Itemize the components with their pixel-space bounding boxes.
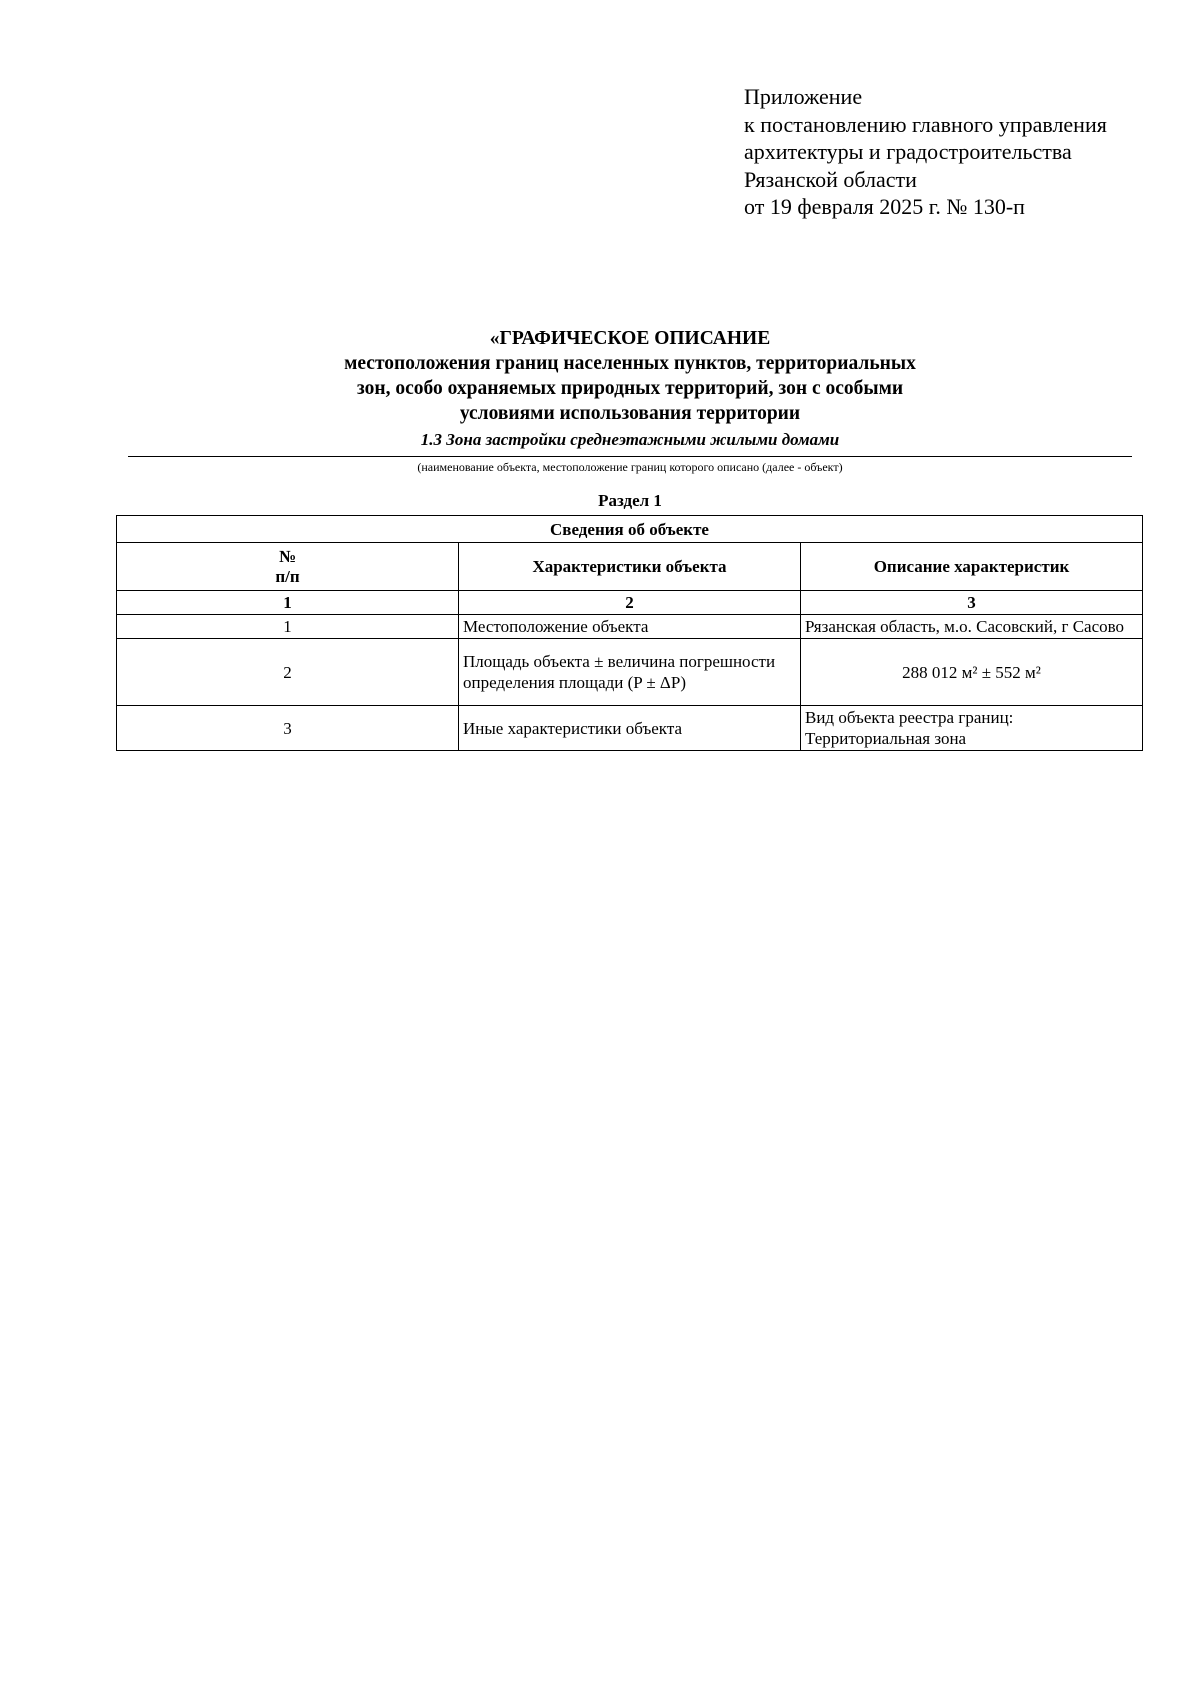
appendix-line: от 19 февраля 2025 г. № 130-п xyxy=(744,194,1025,219)
title-line: «ГРАФИЧЕСКОЕ ОПИСАНИЕ xyxy=(489,328,771,349)
header-characteristic: Характеристики объекта xyxy=(459,543,801,591)
column-number: 1 xyxy=(117,591,459,615)
header-num: № п/п xyxy=(117,543,459,591)
title-line: зон, особо охраняемых природных территорий, зон с особыми xyxy=(356,378,904,399)
object-caption: (наименование объекта, местоположение границ которого описано (далее - объект) xyxy=(417,460,843,474)
row-num: 3 xyxy=(117,706,459,751)
table-row xyxy=(117,615,1143,639)
object-name: 1.3 Зона застройки среднеэтажными жилыми домами xyxy=(420,430,840,449)
row-value: Рязанская область, м.о. Сасовский, г Сасово xyxy=(801,615,1143,639)
title-line: условиями использования территории xyxy=(459,403,801,424)
table-title: Сведения об объекте xyxy=(117,516,1143,543)
row-value: Вид объекта реестра границ: Территориальная зона xyxy=(801,706,1143,751)
table-row xyxy=(117,639,1143,706)
table-row xyxy=(117,706,1143,751)
appendix-line: архитектуры и градостроительства xyxy=(744,139,1072,164)
object-info-table xyxy=(116,515,1143,751)
row-name: Площадь объекта ± величина погрешности определения площади (P ± ΔP) xyxy=(459,639,801,706)
row-num: 2 xyxy=(117,639,459,706)
appendix-block xyxy=(744,83,1107,221)
row-num: 1 xyxy=(117,615,459,639)
table-title-row xyxy=(117,516,1143,543)
appendix-line: Приложение xyxy=(744,84,863,109)
title-line: местоположения границ населенных пунктов, территориальных xyxy=(344,353,916,374)
column-number: 2 xyxy=(459,591,801,615)
appendix-line: к постановлению главного управления xyxy=(744,111,1107,137)
appendix-line: Рязанской области xyxy=(744,166,917,192)
header-description: Описание характеристик xyxy=(801,543,1143,591)
document-title xyxy=(128,326,1132,426)
section-title: Раздел 1 xyxy=(598,491,662,510)
table-header-row xyxy=(117,543,1143,591)
column-number: 3 xyxy=(801,591,1143,615)
row-name: Иные характеристики объекта xyxy=(459,706,801,751)
column-number-row xyxy=(117,591,1143,615)
row-name: Местоположение объекта xyxy=(459,615,801,639)
row-value: 288 012 м² ± 552 м² xyxy=(801,639,1143,706)
divider xyxy=(128,456,1132,457)
